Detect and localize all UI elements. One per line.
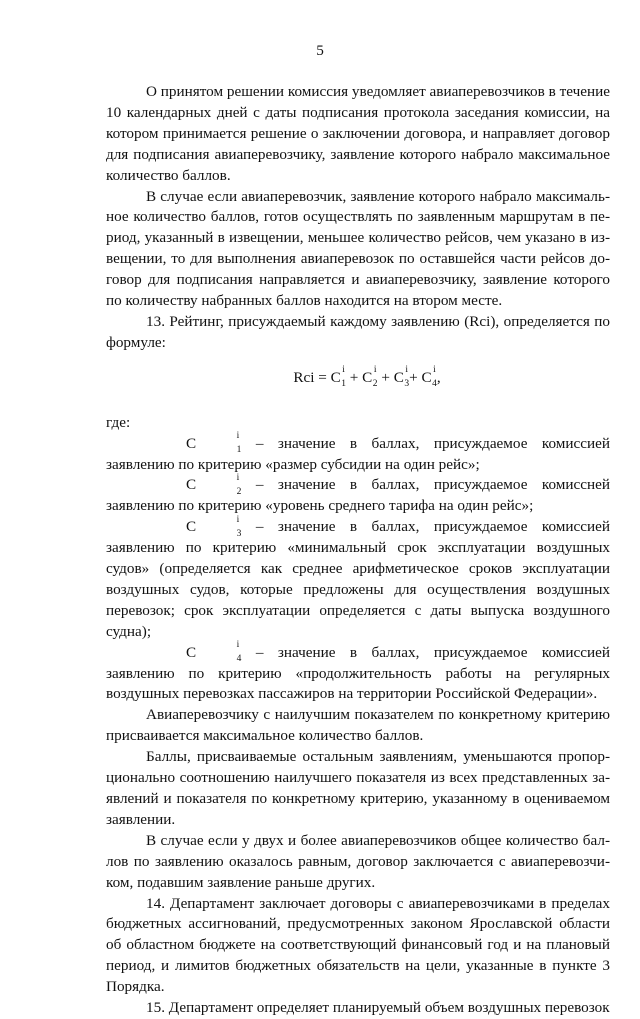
formula-lhs: Rci xyxy=(293,368,315,386)
criterion-c3: C i 3 – значение в баллах, присуждаемое комиссией заявлению по критерию «минимальный срок эксплуатации воздушных судов» (определяется как среднее арифметическое сроков эксплуатации воздушных судов, которые предложены для осуществления воздушных перевозок; срок эксплуатации определяется с даты выпуска воздушного судна); xyxy=(106,514,610,640)
criterion-c1: C i 1 – значение в баллах, присуждаемое комиссией заявлению по критерию «размер субсидии на один рейс»; xyxy=(106,431,610,473)
formula-term-c4: C i 4 xyxy=(421,365,437,390)
rating-formula: Rci = C i 1 + C i 2 + C i 3 + C i 4 , xyxy=(293,365,441,390)
paragraph-fewer-flights: В случае если авиаперевозчик, заявление которого набрало максимальное количество баллов, готов осуществлять по заявленным маршрутам в период, указанный в извещении, меньшее количество рейсов, чем указано в извещении, то для выполнения авиаперевозок по оставшейся части рейсов договор для подписания направляется и авиаперевозчику, заявление которого по количеству набранных баллов находится на втором месте. xyxy=(106,187,610,310)
where-label: где: xyxy=(106,413,131,431)
formula-term-c2: C i 2 xyxy=(362,365,378,390)
formula-term-c3: C i 3 xyxy=(393,365,410,390)
paragraph-item-14: 14. Департамент заключает договоры с авиаперевозчиками в пределах бюджетных ассигнований, предусмотренных законом Ярославской области об областном бюджете на соответствующий финансовый год и на плановый период, и лимитов бюджетных обязательств на цели, указанные в пункте 3 Порядка. xyxy=(106,894,610,996)
page-number: 5 xyxy=(316,42,324,59)
criterion-c4: C i 4 – значение в баллах, присуждаемое комиссией заявлению по критерию «продолжительность работы на регулярных воздушных перевозках пассажиров на территории Российской Федерации». xyxy=(106,640,610,703)
formula-term-c1: C i 1 xyxy=(330,365,346,390)
paragraph-equal-points: В случае если у двух и более авиаперевозчиков общее количество баллов по заявлению оказалось равным, договор заключается с авиаперевозчиком, подавшим заявление раньше других. xyxy=(106,831,610,891)
formula-equals: = xyxy=(314,368,331,386)
paragraph-commission-notice: О принятом решении комиссия уведомляет авиаперевозчиков в течение 10 календарных дней с даты подписания протокола заседания комиссии, на котором принимается решение о заключении договора, и направляет договор для подписания авиаперевозчику, заявление которого набрало максимальное количество баллов. xyxy=(106,83,610,184)
paragraph-item-15: 15. Департамент определяет планируемый объем воздушных перевозок xyxy=(146,999,610,1017)
document-body xyxy=(106,82,610,1019)
paragraph-proportional-points: Баллы, присваиваемые остальным заявлениям, уменьшаются пропорционально соотношению наилучшего показателя из всех представленных заявлений и показателя по конкретному критерию, указанному в оцениваемом заявлении. xyxy=(106,748,610,828)
paragraph-max-points: Авиаперевозчику с наилучшим показателем по конкретному критерию присваивается максимальное количество баллов. xyxy=(106,706,610,745)
criterion-c2: C i 2 – значение в баллах, присуждаемое комиссней заявлению по критерию «уровень среднего тарифа на один рейс»; xyxy=(106,472,610,515)
paragraph-rating-formula-intro: 13. Рейтинг, присуждаемый каждому заявлению (Rci), определяется по формуле: xyxy=(106,312,610,351)
